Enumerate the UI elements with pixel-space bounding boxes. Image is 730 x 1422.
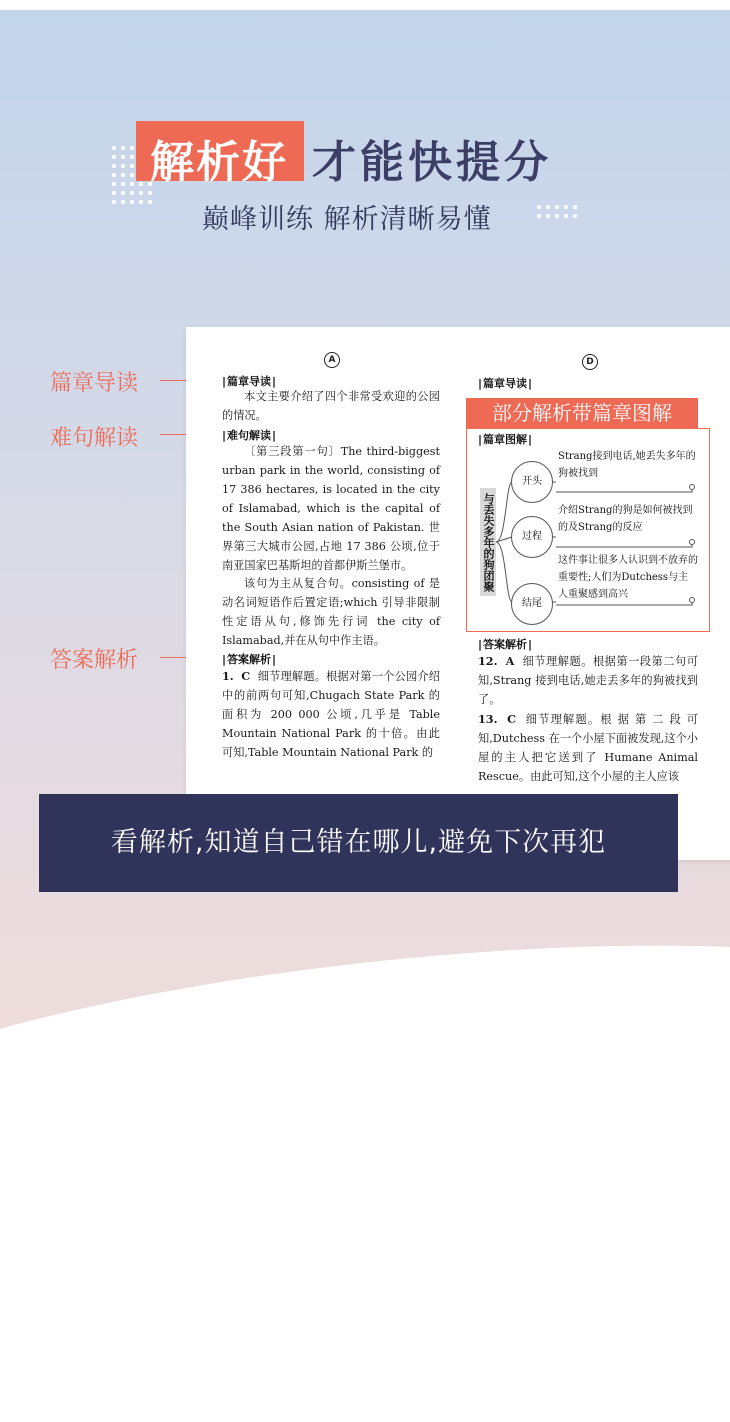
- side-label-hard-sentence: 难句解读: [50, 426, 139, 451]
- side-label-reading-guide: 篇章导读: [50, 371, 139, 396]
- page-d-answer-13: 13. C 细节理解题。根 据 第 二 段 可 知,Dutchess 在一个小屋下面被发现,这个小屋的主人把它送到了 Humane Animal Rescue。由此可知,这个小屋的主人应该: [478, 712, 698, 783]
- diagram-node-process: 过程: [511, 516, 553, 558]
- top-strip: [0, 0, 730, 10]
- bottom-banner-text: 看解析,知道自己错在哪儿,避免下次再犯: [110, 827, 607, 858]
- page-a-intro: 本文主要介绍了四个非常受欢迎的公园的情况。: [222, 390, 440, 422]
- diagram-desc-end: 这件事让很多人认识到不放弃的重要性;人们为Dutchess与主人重聚感到高兴: [558, 555, 698, 600]
- diagram-desc-begin: Strang接到电话,她丢失多年的狗被找到: [558, 451, 696, 479]
- diagram-node-begin: 开头: [511, 461, 553, 503]
- page-d-section-answer: | 答案解析 |: [478, 636, 532, 652]
- page-d-letter: D: [582, 354, 598, 370]
- page-d-section-guide: | 篇章导读 |: [478, 375, 532, 391]
- page-a-letter: A: [324, 352, 340, 368]
- page-a-hard-sentence: 〔第三段第一句〕The third-biggest urban park in the world, consisting of 17 386 hectares, is located in the city of Islamabad, which is the capital of the South Asian nation of Pakistan. 世界第三大城市公园,占地 17 386 公顷,位于南亚国家巴基斯坦的首都伊斯兰堡市。: [222, 445, 440, 572]
- diagram-callout-banner: 部分解析带篇章图解: [466, 398, 698, 428]
- subtitle: 巅峰训练 解析清晰易懂: [202, 204, 492, 235]
- page-a-analysis: 该句为主从复合句。consisting of 是动名词短语作后置定语;which 引导非限制性定语从句,修饰先行词 the city of Islamabad,并在从句中作主语。: [222, 577, 440, 647]
- diagram-vertical-title: 与丢失多年的狗团聚: [480, 488, 496, 596]
- page-d-section-diagram: | 篇章图解 |: [478, 431, 532, 447]
- diagram-node-end: 结尾: [511, 583, 553, 625]
- diagram-desc-process: 介绍Strang的狗是如何被找到的及Strang的反应: [558, 505, 693, 533]
- title-rest: 才能快提分: [312, 137, 552, 188]
- page-a-section-hard: | 难句解读 |: [222, 427, 276, 443]
- side-label-answer: 答案解析: [50, 648, 139, 673]
- page-a-section-answer: | 答案解析 |: [222, 651, 276, 667]
- title-highlight: 解析好: [150, 137, 288, 188]
- decor-dots-right: [537, 205, 577, 218]
- page-a-section-guide: | 篇章导读 |: [222, 373, 276, 389]
- page-a-answer: 1. C 细节理解题。根据对第一个公园介绍中的前两句可知,Chugach State Park 的面积为 200 000 公顷,几乎是 Table Mountain National Park 的十倍。由此可知,Table Mountain National Park 的: [222, 669, 440, 759]
- page-d-answer-12: 12. A 细节理解题。根据第一段第二句可知,Strang 接到电话,她走丢多年的狗被找到了。: [478, 654, 698, 706]
